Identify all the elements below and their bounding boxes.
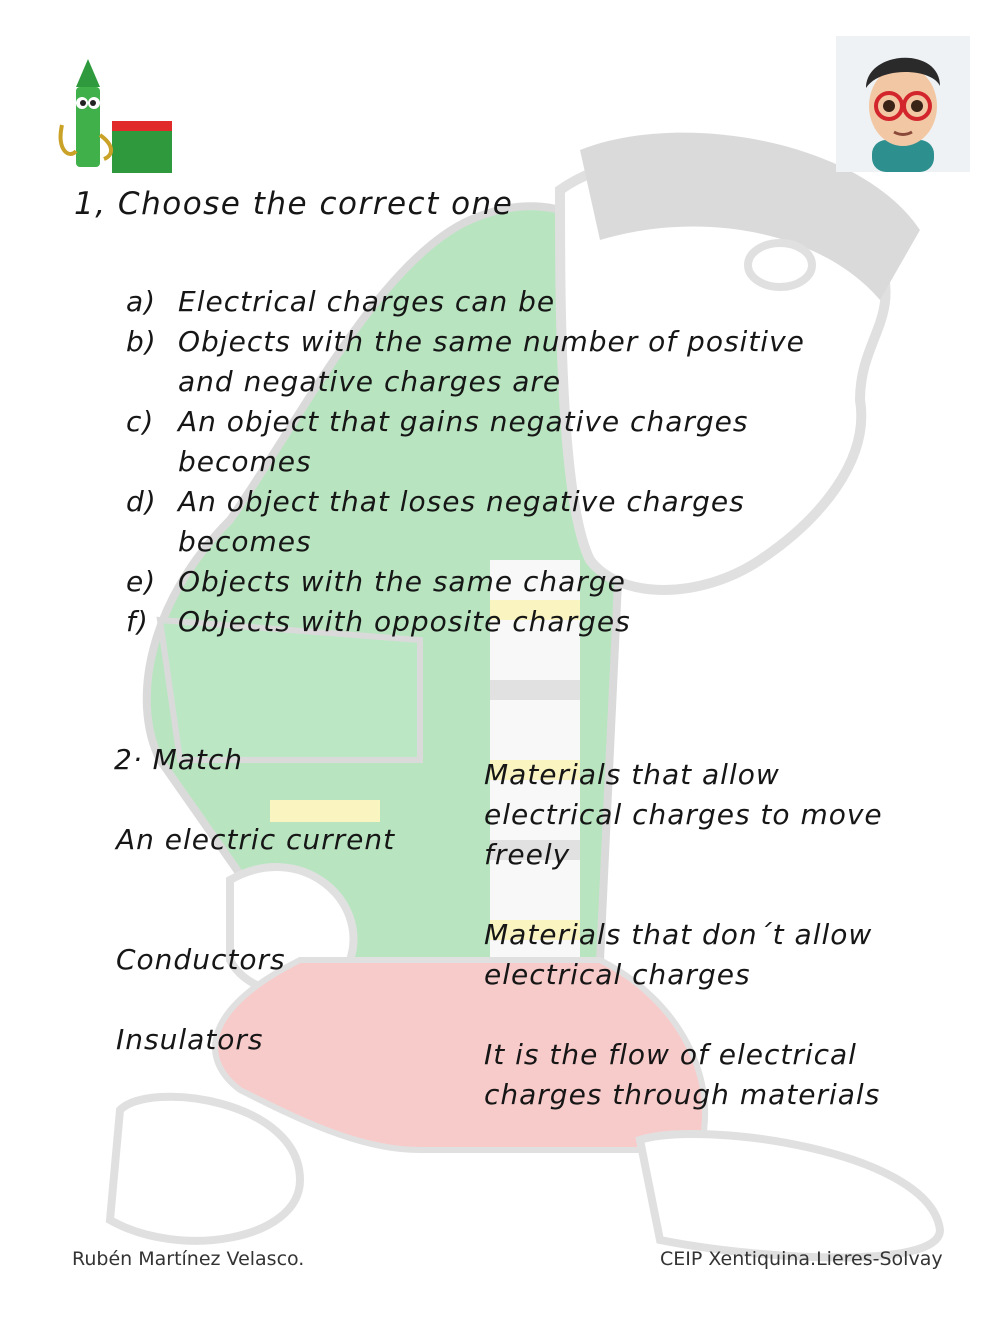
footer-school: CEIP Xentiquina.Lieres-Solvay [660, 1248, 943, 1270]
footer-author: Rubén Martínez Velasco. [72, 1248, 305, 1270]
item-text: Electrical charges can be [178, 285, 556, 318]
item-letter: c) [126, 405, 155, 438]
match-definition[interactable]: Materials that don´t allow electrical charges [484, 918, 873, 991]
item-text: An object that gains negative charges becomes [178, 405, 749, 478]
section-1-title: 1, Choose the correct one [74, 186, 514, 222]
match-term[interactable]: Insulators [116, 1023, 264, 1056]
author-avatar [836, 36, 970, 172]
item-text: Objects with opposite charges [178, 605, 631, 638]
item-text: Objects with the same number of positive and negative charges are [178, 325, 805, 398]
list-item [126, 322, 866, 402]
item-letter: f) [126, 605, 149, 638]
item-text: An object that loses negative charges becomes [178, 485, 745, 558]
list-item [126, 602, 866, 642]
list-item [126, 282, 866, 322]
match-term[interactable]: An electric current [116, 823, 396, 856]
item-text: Objects with the same charge [178, 565, 626, 598]
school-logo [48, 55, 176, 175]
question-list [126, 282, 866, 642]
item-letter: a) [126, 285, 157, 318]
list-item [126, 402, 866, 482]
match-definition[interactable]: Materials that allow electrical charges to move freely [484, 758, 883, 871]
item-letter: b) [126, 325, 157, 358]
item-letter: e) [126, 565, 157, 598]
section-2-title: 2· Match [114, 743, 244, 776]
list-item [126, 482, 866, 562]
item-letter: d) [126, 485, 157, 518]
match-term[interactable]: Conductors [116, 943, 286, 976]
match-definition[interactable]: It is the flow of electrical charges through materials [484, 1038, 881, 1111]
list-item [126, 562, 866, 602]
